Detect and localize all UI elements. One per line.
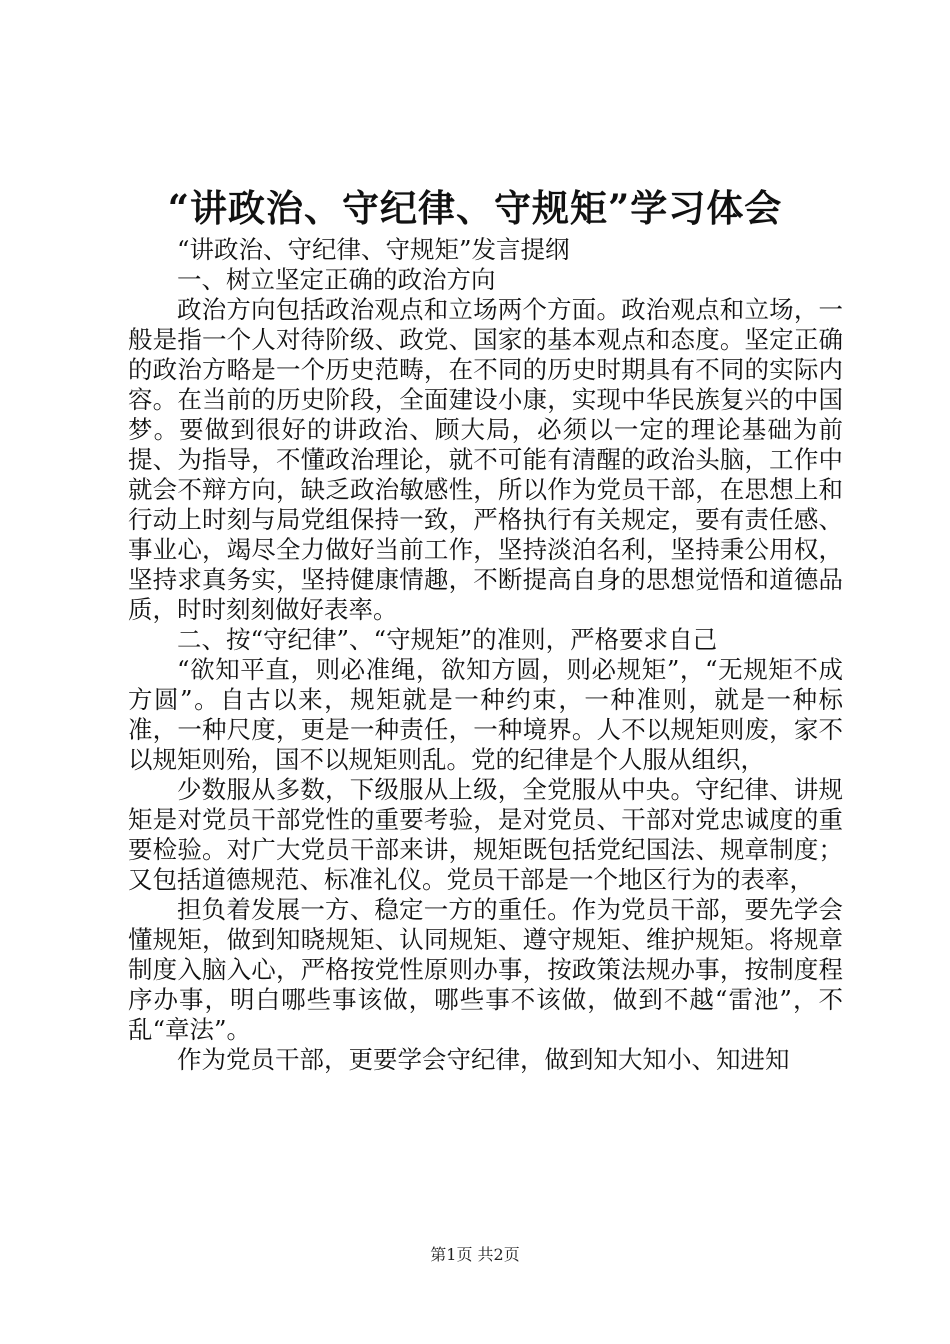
paragraph-section-1-body: 政治方向包括政治观点和立场两个方面。政治观点和立场，一般是指一个人对待阶级、政党、国家的基本观点和态度。坚定正确的政治方略是一个历史范畴，在不同的历史时期具有不同的实际内容。在当前的历史阶段，全面建设小康，实现中华民族复兴的中国梦。要做到很好的讲政治、顾大局，必须以一定的理论基础为前提、为指导，不懂政治理论，就不可能有清醒的政治头脑，工作中就会不辩方向，缺乏政治敏感性，所以作为党员干部，在思想上和行动上时刻与局党组保持一致，严格执行有关规定，要有责任感、事业心，竭尽全力做好当前工作，坚持淡泊名利，坚持秉公用权，坚持求真务实，坚持健康情趣，不断提高自身的思想觉悟和道德品质，时时刻刻做好表率。 [128,295,843,624]
page-footer: 第1页 共2页 [430,1245,520,1264]
paragraph-section-2-body-3: 担负着发展一方、稳定一方的重任。作为党员干部，要先学会懂规矩，做到知晓规矩、认同规矩、遵守规矩、维护规矩。将规章制度入脑入心，严格按党性原则办事，按政策法规办事，按制度程序办事，明白哪些事该做，哪些事不该做，做到不越“雷池”，不乱“章法”。 [128,895,843,1044]
paragraph-section-2-body-2: 少数服从多数，下级服从上级，全党服从中央。守纪律、讲规矩是对党员干部党性的重要考验，是对党员、干部对党忠诚度的重要检验。对广大党员干部来讲，规矩既包括党纪国法、规章制度；又包括道德规范、标准礼仪。党员干部是一个地区行为的表率， [128,775,843,894]
paragraph-outline-heading: “讲政治、守纪律、守规矩”发言提纲 [177,235,570,264]
document-title: “讲政治、守纪律、守规矩”学习体会 [167,186,783,230]
paragraph-section-2-heading: 二、按“守纪律”、“守规矩”的准则，严格要求自己 [177,625,718,654]
document-body [128,235,843,1075]
paragraph-section-1-heading: 一、树立坚定正确的政治方向 [177,265,496,294]
paragraph-section-2-body-4: 作为党员干部，更要学会守纪律，做到知大知小、知进知 [177,1045,790,1074]
paragraph-section-2-body-1: “欲知平直，则必准绳，欲知方圆，则必规矩”，“无规矩不成方圆”。自古以来，规矩就是一种约束，一种准则，就是一种标准，一种尺度，更是一种责任，一种境界。人不以规矩则废，家不以规矩则殆，国不以规矩则乱。党的纪律是个人服从组织， [128,655,843,774]
